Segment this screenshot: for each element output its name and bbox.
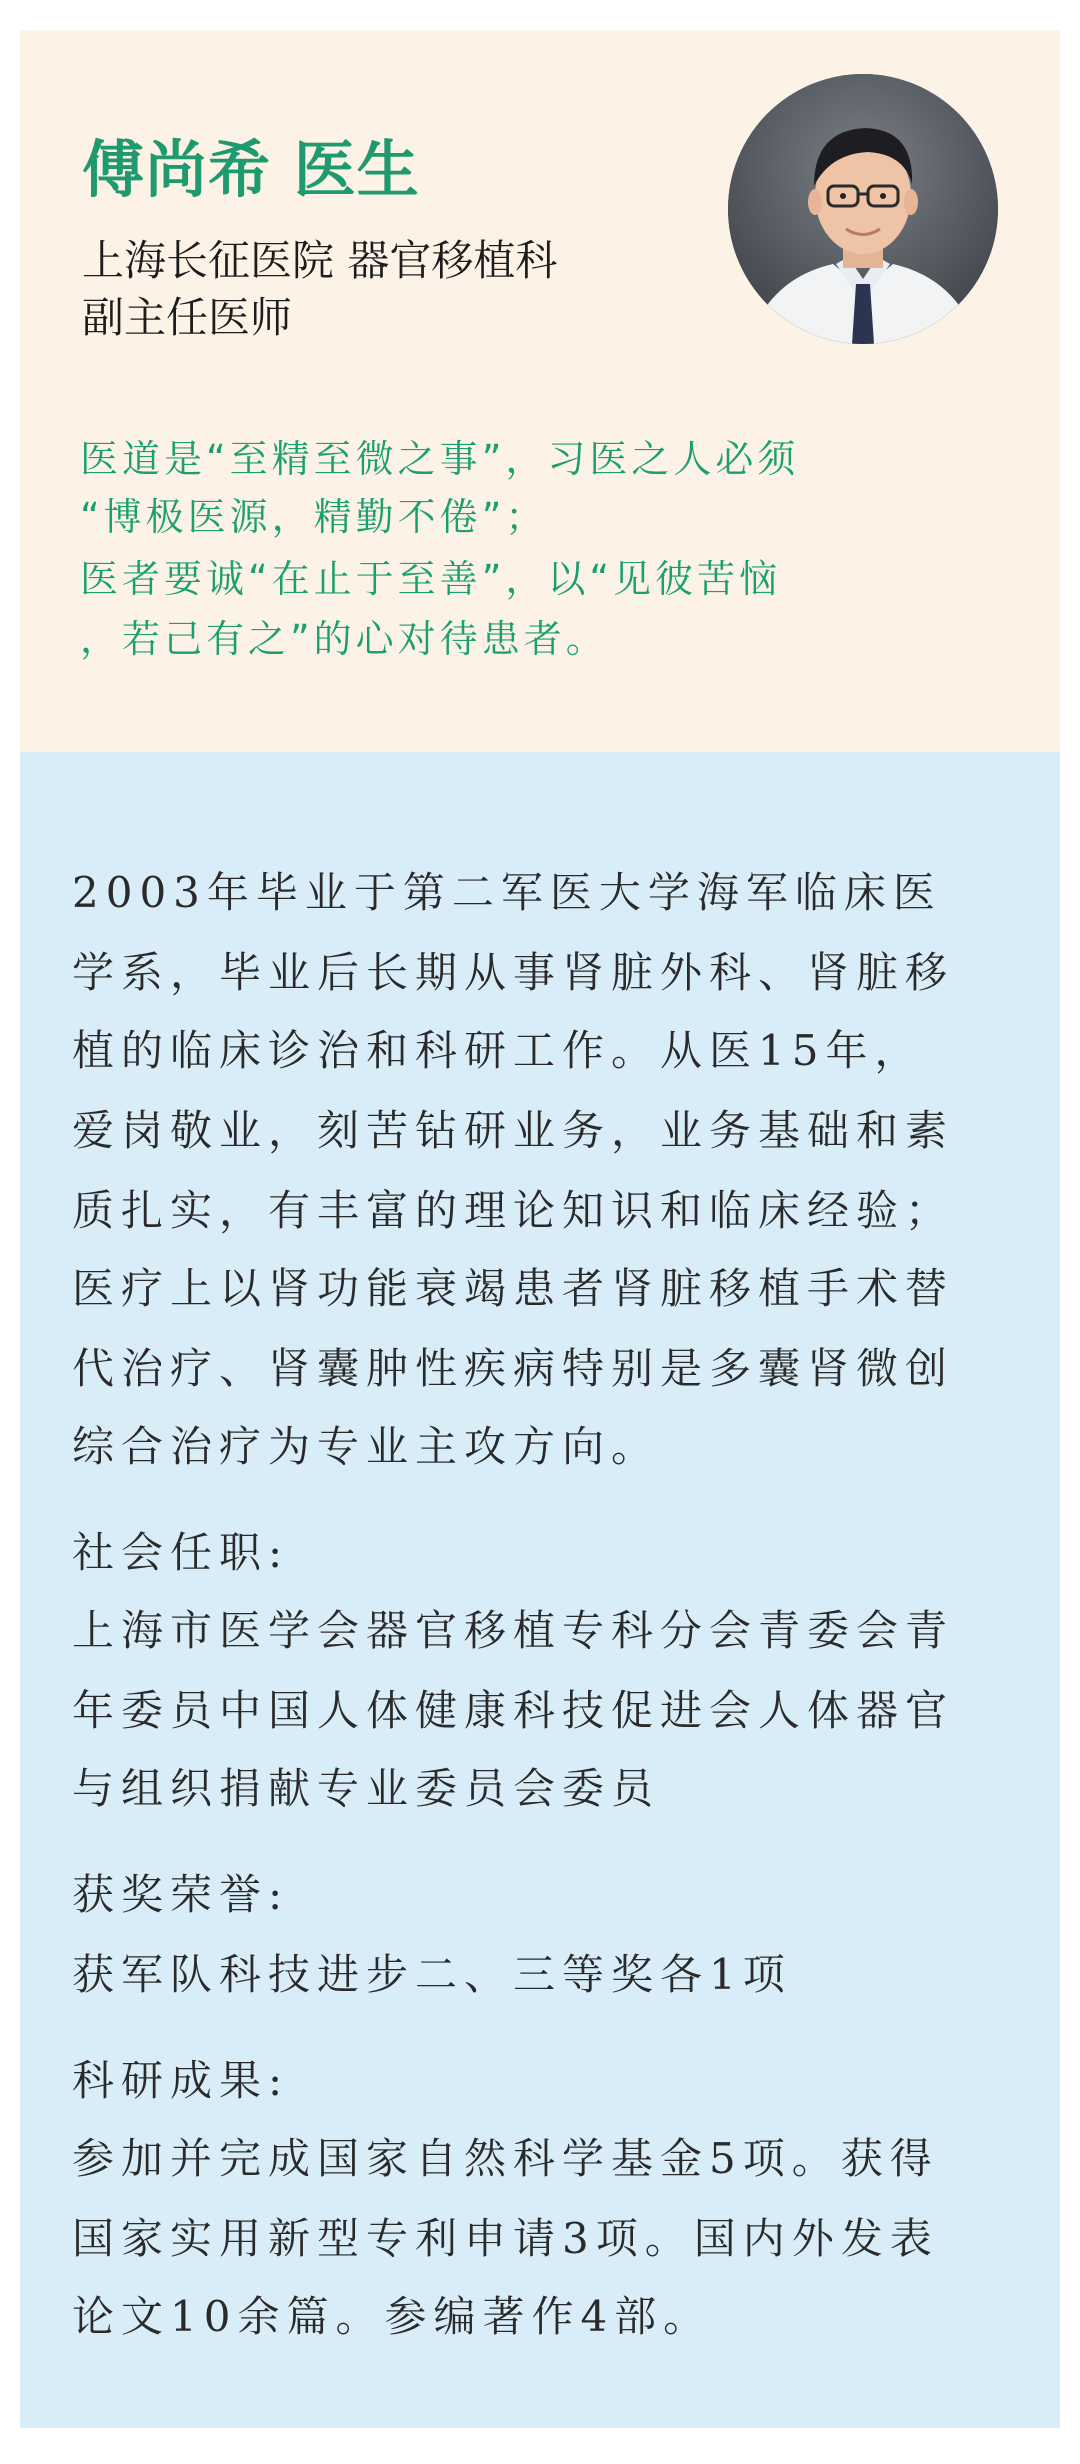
- bio-line: 2003年毕业于第二军医大学海军临床医: [72, 868, 942, 917]
- bio-line: 学系，毕业后长期从事肾脏外科、肾脏移: [72, 948, 955, 997]
- doctor-portrait-photo: [728, 74, 998, 344]
- doctor-title: 副主任医师: [82, 293, 293, 342]
- bio-line: 代治疗、肾囊肿性疾病特别是多囊肾微创: [72, 1344, 955, 1393]
- research-heading: 科研成果:: [72, 2056, 290, 2105]
- awards-line: 获军队科技进步二、三等奖各1项: [72, 1950, 792, 1999]
- motto-line: 医者要诚“在止于至善”，以“见彼苦恼: [80, 557, 782, 601]
- research-line: 论文10余篇。参编著作4部。: [72, 2292, 713, 2341]
- bio-line: 综合治疗为专业主攻方向。: [72, 1422, 661, 1471]
- motto-line: “博极医源，精勤不倦”；: [80, 495, 548, 539]
- research-line: 参加并完成国家自然科学基金5项。获得: [72, 2134, 939, 2183]
- social-line: 年委员中国人体健康科技促进会人体器官: [72, 1686, 955, 1735]
- motto-line: ，若己有之”的心对待患者。: [80, 617, 608, 661]
- doctor-affiliation: 上海长征医院 器官移植科: [82, 236, 558, 285]
- doctor-profile-card: [20, 30, 1060, 2428]
- bio-line: 爱岗敬业，刻苦钻研业务，业务基础和素: [72, 1106, 955, 1155]
- research-line: 国家实用新型专利申请3项。国内外发表: [72, 2214, 939, 2263]
- awards-heading: 获奖荣誉:: [72, 1870, 290, 1919]
- social-line: 上海市医学会器官移植专科分会青委会青: [72, 1606, 955, 1655]
- profile-header: [20, 30, 1060, 752]
- profile-body: [20, 752, 1060, 2428]
- social-heading: 社会任职:: [72, 1528, 290, 1577]
- motto-line: 医道是“至精至微之事”，习医之人必须: [80, 437, 800, 481]
- doctor-name: 傅尚希 医生: [82, 133, 420, 206]
- bio-line: 质扎实，有丰富的理论知识和临床经验；: [72, 1186, 955, 1235]
- bio-line: 医疗上以肾功能衰竭患者肾脏移植手术替: [72, 1264, 955, 1313]
- bio-line: 植的临床诊治和科研工作。从医15年，: [72, 1026, 924, 1075]
- social-line: 与组织捐献专业委员会委员: [72, 1764, 661, 1813]
